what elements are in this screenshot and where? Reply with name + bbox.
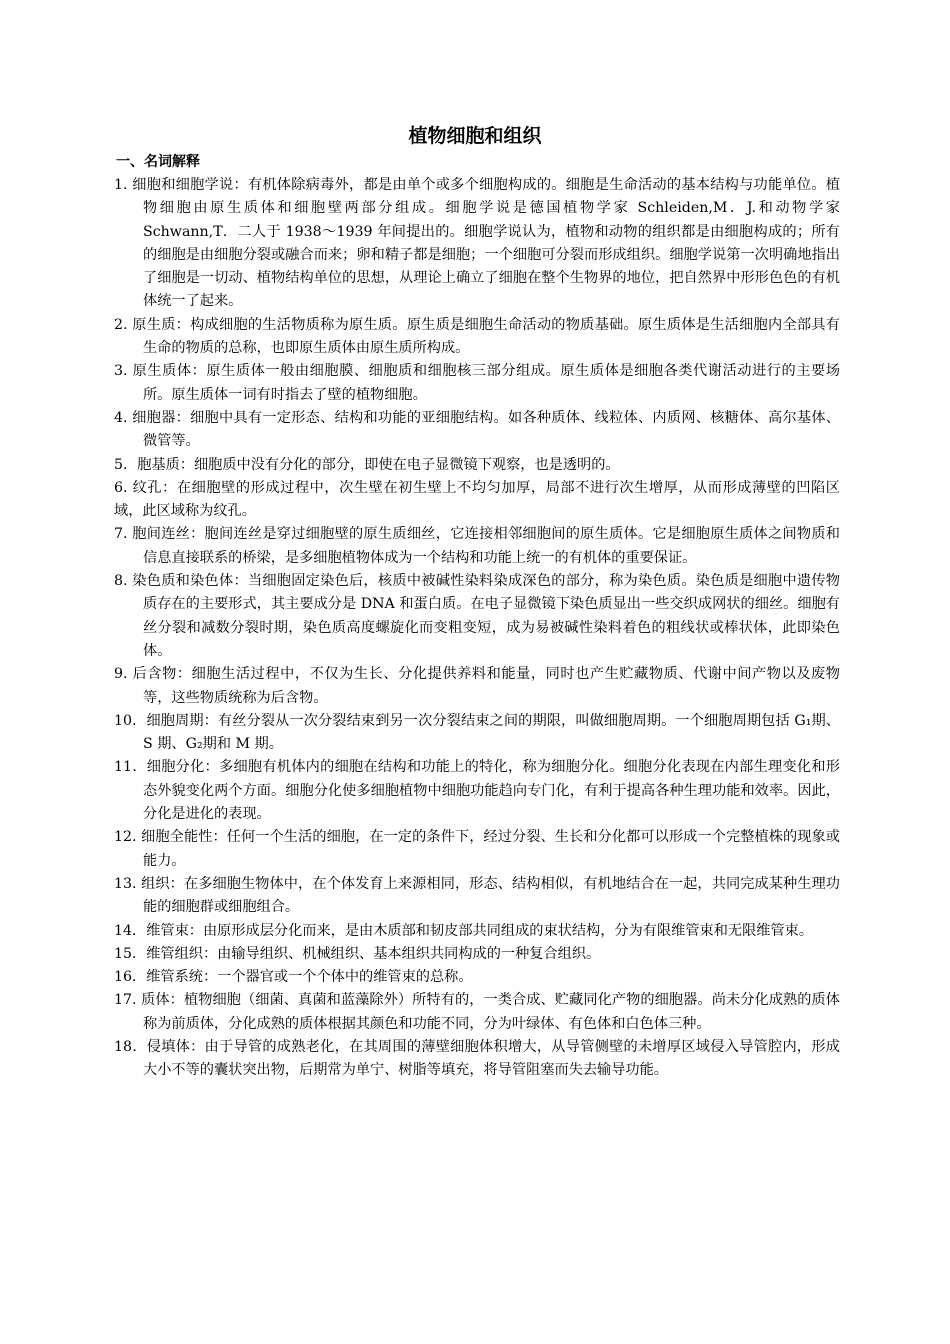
- term-item: 15．维管组织：由输导组织、机械组织、基本组织共同构成的一种复合组织。: [114, 945, 601, 962]
- term-item: 3. 原生质体：原生质体一般由细胞膜、细胞质和细胞核三部分组成。原生质体是细胞各类代谢活动进行的主要场所。原生质体一词有时指去了壁的植物细胞。: [114, 363, 840, 403]
- term-item: 9. 后含物：细胞生活过程中，不仅为生长、分化提供养料和能量，同时也产生贮藏物质、代谢中间产物以及废物等，这些物质统称为后含物。: [114, 666, 840, 706]
- term-item: 17. 质体：植物细胞（细菌、真菌和蓝藻除外）所特有的，一类合成、贮藏同化产物的细胞器。尚未分化成熟的质体称为前质体，分化成熟的质体根据其颜色和功能不同，分为叶绿体、有色体和白色体三种。: [114, 992, 840, 1032]
- term-item: 18．侵填体：由于导管的成熟老化，在其周围的薄壁细胞体积增大，从导管侧壁的未增厚区域侵入导管腔内，形成大小不等的囊状突出物，后期常为单宁、树脂等填充，将导管阻塞而失去输导功能。: [114, 1038, 840, 1079]
- term-item: 14．维管束：由原形成层分化而来，是由木质部和韧皮部共同组成的束状结构，分为有限维管束和无限维管束。: [114, 922, 814, 939]
- term-item: 4. 细胞器：细胞中具有一定形态、结构和功能的亚细胞结构。如各种质体、线粒体、内质网、核糖体、高尔基体、微管等。: [114, 409, 840, 450]
- term-item: 16．维管系统：一个器官或一个个体中的维管束的总称。: [114, 969, 473, 986]
- term-item: 5．胞基质：细胞质中没有分化的部分，即使在电子显微镜下观察，也是透明的。: [114, 456, 620, 473]
- page-title: 植物细胞和组织: [408, 125, 542, 147]
- term-item: 10．细胞周期：有丝分裂从一次分裂结束到另一次分裂结束之间的期限，叫做细胞周期。一个细胞周期包括 G₁期、S 期、G₂期和 M 期。: [114, 712, 840, 753]
- term-item: 8. 染色质和染色体：当细胞固定染色后，核质中被碱性染料染成深色的部分，称为染色质。染色质是细胞中遗传物质存在的主要形式，其主要成分是 DNA 和蛋白质。在电子显微镜下染色质显出一些交织成网状的细丝。细胞有丝分裂和减数分裂时期，染色质高度螺旋化而变粗变短，成为易被碱性染料着色的粗线状或棒状体，此即染色体。: [114, 573, 840, 659]
- term-item: 2. 原生质：构成细胞的生活物质称为原生质。原生质是细胞生命活动的物质基础。原生质体是生活细胞内全部具有生命的物质的总称，也即原生质体由原生质所构成。: [114, 316, 840, 357]
- term-item: 1. 细胞和细胞学说：有机体除病毒外，都是由单个或多个细胞构成的。细胞是生命活动的基本结构与功能单位。植物细胞由原生质体和细胞壁两部分组成。细胞学说是德国植物学家 Schleiden,M．J.和动物学家 Schwann,T．二人于 1938～1939 年间提出的。细胞学说认为，植物和动物的组织都是由细胞构成的；所有的细胞是由细胞分裂或融合而来；卵和精子都是细胞；一个细胞可分裂而形成组织。细胞学说第一次明确地指出了细胞是一切动、植物结构单位的思想，从理论上确立了细胞在整个生物界的地位，把自然界中形形色色的有机体统一了起来。: [114, 177, 840, 310]
- term-item: 11．细胞分化：多细胞有机体内的细胞在结构和功能上的特化，称为细胞分化。细胞分化表现在内部生理变化和形态外貌变化两个方面。细胞分化使多细胞植物中细胞功能趋向专门化，有利于提高各种生理功能和效率。因此，分化是进化的表现。: [114, 759, 840, 823]
- section-heading: 一、名词解释: [116, 154, 200, 170]
- term-list: [114, 174, 840, 1083]
- term-item: 13. 组织：在多细胞生物体中，在个体发育上来源相同，形态、结构相似，有机地结合在一起，共同完成某种生理功能的细胞群或细胞组合。: [114, 875, 840, 916]
- term-item: 6. 纹孔：在细胞壁的形成过程中，次生壁在初生壁上不均匀加厚，局部不进行次生增厚，从而形成薄壁的凹陷区域，此区域称为纹孔。: [114, 479, 840, 520]
- term-item: 7. 胞间连丝：胞间连丝是穿过细胞壁的原生质细丝，它连接相邻细胞间的原生质体。它是细胞原生质体之间物质和信息直接联系的桥梁，是多细胞植物体成为一个结构和功能上统一的有机体的重要保证。: [114, 526, 840, 566]
- term-item: 12. 细胞全能性：任何一个生活的细胞，在一定的条件下，经过分裂、生长和分化都可以形成一个完整植株的现象或能力。: [114, 829, 840, 869]
